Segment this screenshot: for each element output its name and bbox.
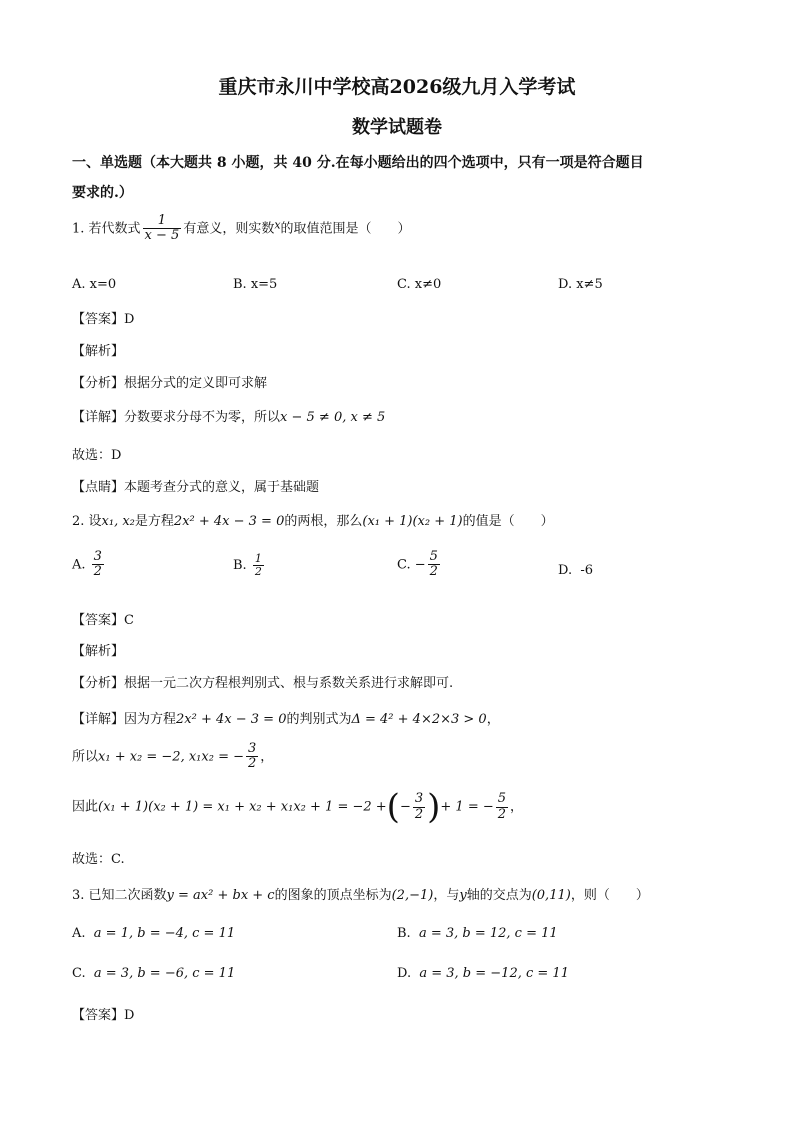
option-value: -6 [580,563,594,578]
detail-tag: 【详解】 [72,410,125,425]
question-2-expr: (x₁ + 1)(x₂ + 1) [362,514,463,529]
question-3-mid2: ，与 [433,888,460,903]
question-3-suffix: ，则（ ） [570,888,649,903]
hence-math: (x₁ + 1)(x₂ + 1) = x₁ + x₂ + x₁x₂ + 1 = −2 + [98,799,387,815]
detail-tag: 【详解】 [72,712,125,727]
question-3-prefix: 3. 已知二次函数 [72,888,167,903]
page-title: 重庆市永川中学校高2026级九月入学考试 [218,76,576,98]
question-2 [72,510,554,529]
fraction-denominator: x − 5 [144,228,180,244]
option-label: C. [72,966,86,981]
fraction-denominator: 2 [414,806,424,822]
answer-value: D [124,1008,135,1023]
question-3 [72,884,649,903]
q2-option-a [72,550,106,580]
q1-option-d: D. x≠5 [558,277,603,292]
q1-option-c: C. x≠0 [397,277,442,292]
answer-tag: 【答案】 [72,1008,125,1023]
detail-punct: ， [486,712,500,727]
fraction-numerator: 3 [93,549,102,564]
q1-option-a: A. x=0 [72,277,117,292]
so-punct: ， [260,749,274,765]
comment-tag: 【点睛】 [72,480,125,495]
fenxi-text: 根据分式的定义即可求解 [124,376,268,391]
option-label: B. [397,926,411,941]
answer-value: C [124,613,134,628]
q2-so-line [72,742,273,772]
option-label: D. [558,563,573,578]
minus-sign: − [399,799,411,815]
hence-inner-fraction [413,792,425,822]
right-paren: ) [427,787,441,827]
option-math: a = 3, b = −6, c = 11 [93,966,236,981]
question-1-suffix2: 的取值范围是（ ） [280,221,411,237]
fenxi-tag: 【分析】 [72,376,125,391]
section-heading: 一、单选题（本大题共 8 小题，共 40 分.在每小题给出的四个选项中，只有一项是符合题目 [72,155,644,171]
q2-hence-line [72,787,524,827]
fenxi-text: 根据一元二次方程根判别式、根与系数关系进行求解即可. [124,676,454,691]
question-1-prefix: 1. 若代数式 [72,221,141,237]
question-3-vertex: (2,−1) [391,888,434,903]
question-1-var: x [274,218,281,232]
section-heading-cont: 要求的.） [72,185,133,201]
hence-result-fraction [496,792,508,822]
question-2-suffix: 的值是（ ） [462,514,554,529]
hence-prefix: 因此 [72,799,99,815]
option-label: B. [233,558,247,574]
question-2-mid2: 的两根，那么 [284,514,363,529]
q2-choose: 故选：C. [72,852,125,867]
fraction-numerator: 5 [429,549,438,564]
question-3-mid3: 轴的交点为 [466,888,532,903]
option-fraction [428,550,440,580]
question-3-point: (0,11) [531,888,571,903]
fraction-denominator: 2 [497,806,507,822]
q1-detail [72,406,385,425]
q2-answer [72,609,134,628]
option-label: D. [397,966,412,981]
so-prefix: 所以 [72,749,99,765]
fenxi-tag: 【分析】 [72,676,125,691]
question-2-equation: 2x² + 4x − 3 = 0 [173,514,285,529]
q2-option-d [558,563,593,578]
q1-fenxi [72,372,267,391]
detail-text: 因为方程 [124,712,177,727]
option-math: a = 3, b = −12, c = 11 [419,966,569,981]
q2-option-b [233,553,266,578]
option-fraction [92,550,104,580]
question-2-roots: x₁, x₂ [101,514,135,529]
detail-math: x − 5 ≠ 0, x ≠ 5 [280,410,386,425]
q1-option-b: B. x=5 [233,277,278,292]
question-3-function: y = ax² + bx + c [166,888,275,903]
minus-sign: − [414,557,426,573]
question-3-mid: 的图象的顶点坐标为 [274,888,392,903]
fraction-numerator: 5 [497,791,507,807]
left-paren: ( [386,787,400,827]
q1-choose: 故选：D [72,448,122,463]
fraction-denominator: 2 [429,564,438,580]
q3-option-c [72,966,235,981]
q2-fenxi [72,672,453,691]
q3-option-a [72,926,235,941]
option-label: A. [72,926,86,941]
question-1-suffix: 有意义，则实数 [183,221,275,237]
fraction-numerator: 3 [414,791,424,807]
q3-option-d [397,966,569,981]
fraction-denominator: 2 [93,564,102,580]
question-2-mid: 是方程 [134,514,174,529]
question-3-axis: y [459,888,467,903]
option-math: a = 1, b = −4, c = 11 [93,926,236,941]
fraction-denominator: 2 [254,565,262,579]
hence-tail: + 1 = − [440,799,494,815]
so-fraction [246,742,258,772]
q2-detail [72,708,500,727]
q2-option-c [397,550,442,580]
detail-equation: 2x² + 4x − 3 = 0 [176,712,287,727]
so-math: x₁ + x₂ = −2, x₁x₂ = − [98,749,244,765]
fraction-numerator: 3 [247,741,257,756]
answer-tag: 【答案】 [72,312,125,327]
answer-value: D [124,312,135,327]
q1-answer [72,308,134,327]
fraction-denominator: 2 [247,756,257,772]
answer-tag: 【答案】 [72,613,125,628]
question-1 [72,214,411,244]
option-label: C. [397,557,411,573]
detail-text-2: 的判别式为 [286,712,352,727]
q1-comment [72,476,319,495]
fraction-numerator: 1 [254,552,262,565]
q2-analysis-tag: 【解析】 [72,644,125,659]
page-subtitle: 数学试题卷 [352,117,442,138]
question-2-prefix: 2. 设 [72,514,102,529]
fraction-numerator: 1 [143,214,182,229]
option-label: A. [72,557,86,573]
comment-text: 本题考查分式的意义，属于基础题 [124,480,320,495]
detail-discriminant: Δ = 4² + 4×2×3 > 0 [351,712,487,727]
option-fraction [253,553,264,578]
q3-option-b [397,926,558,941]
detail-text: 分数要求分母不为零，所以 [124,410,281,425]
question-1-fraction [143,214,182,244]
hence-punct: ， [510,799,524,815]
option-math: a = 3, b = 12, c = 11 [418,926,558,941]
q1-analysis-tag: 【解析】 [72,344,125,359]
q3-answer [72,1004,134,1023]
